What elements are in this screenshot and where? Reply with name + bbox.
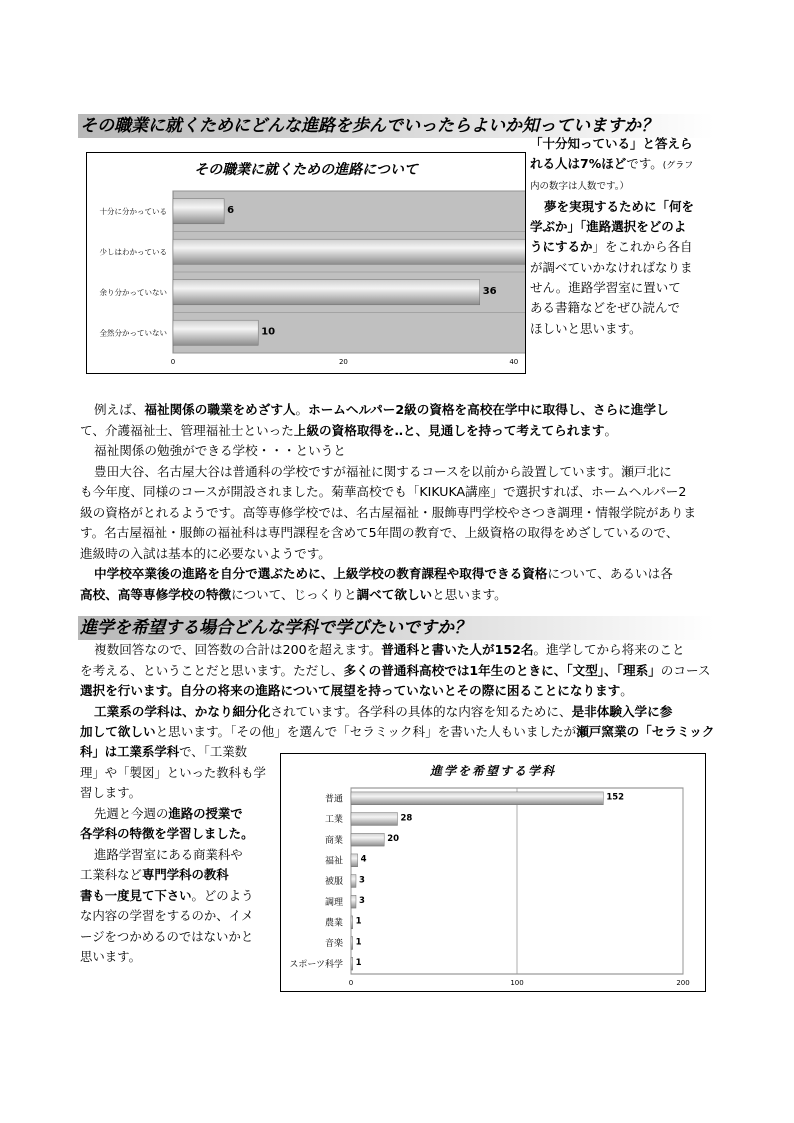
text-line: 進路学習室にある商業科や (94, 846, 243, 862)
text-line: す。名古屋福祉・服飾の福祉科は専門課程を含めて5年間の教育で、上級資格の取得をめざしているので、 (80, 525, 679, 540)
data-label: 28 (400, 813, 413, 824)
data-label: 3 (358, 895, 365, 906)
text-line: 工業科など専門学科の教科 (80, 867, 229, 882)
text-line: 書も一度見て下さい。どのよう (80, 887, 254, 903)
text-line: て、介護福祉士、管理福祉士といった上級の資格取得を‥と、見通しを持って考えてられます。 (80, 422, 618, 438)
category-label: 商業 (324, 835, 343, 846)
category-label: 十分に分かっている (99, 206, 167, 216)
bar (173, 239, 525, 264)
data-label: 1 (355, 957, 362, 968)
data-label: 4 (360, 854, 367, 865)
bar (351, 813, 397, 826)
data-label: 152 (606, 792, 625, 803)
text-line: 豊田大谷、名古屋大谷は普通科の学校ですが福祉に関するコースを以前から設置しています。瀬戸北に (94, 463, 672, 479)
category-label: 音楽 (324, 939, 343, 950)
side-line: 夢を実現するために「何を (544, 198, 695, 214)
chart-career-path (86, 152, 526, 374)
section-heading-2: 進学を希望する場合どんな学科で学びたいですか？ (78, 616, 714, 640)
bar (173, 199, 224, 224)
category-label: 農業 (324, 918, 343, 929)
side-line: 内の数字は人数です。） (530, 180, 629, 192)
bar (351, 937, 353, 950)
category-label: 工業 (324, 815, 343, 826)
tick-label: 20 (338, 358, 348, 366)
text-line: 思います。 (80, 949, 141, 964)
side-line: ある書籍などをぜひ読んで (530, 300, 681, 316)
text-line: 工業系の学科は、かなり細分化されています。各学科の具体的な内容を知るために、是非体験入学に参 (94, 703, 673, 719)
text-line: 複数回答なので、回答数の合計は200を超えます。普通科と書いた人が152名。進学してから将来のこと (94, 642, 685, 657)
bar (351, 895, 356, 908)
tick-label: 0 (170, 358, 176, 366)
side-line: ほしいと思います。 (530, 320, 642, 336)
chart-title: その職業に就くための進路について (194, 162, 418, 178)
category-label: 全然分かっていない (99, 328, 167, 338)
side-line: せん。進路学習室に置いて (530, 280, 681, 296)
category-label: 余り分かっていない (99, 287, 167, 297)
category-label: 少しはわかっている (99, 247, 167, 257)
text-line: 習します。 (80, 785, 141, 800)
left-column-text (80, 742, 272, 968)
bar (351, 957, 353, 970)
side-line: れる人は7%ほどです。(グラフ (530, 156, 694, 172)
side-line: が調べていかなければなりま (530, 259, 693, 275)
side-line: 「十分知っている」と答えら (530, 136, 693, 151)
data-label: 10 (261, 326, 276, 338)
category-label: 調理 (324, 897, 343, 908)
tick-label: 200 (676, 979, 690, 987)
bar (351, 833, 384, 846)
text-line: 中学校卒業後の進路を自分で選ぶために、上級学校の教育課程や取得できる資格について、あるいは各 (94, 566, 673, 581)
category-label: 普通 (324, 794, 343, 805)
bar (351, 875, 356, 888)
text-line: も今年度、同様のコースが開設されました。菊華高校でも「KIKUKA講座」で選択すれば、ホームヘルパー2 (80, 484, 687, 499)
data-label: 6 (227, 204, 235, 216)
paragraph-courses (80, 640, 720, 743)
text-line: 進級時の入試は基本的に必要ないようです。 (80, 545, 331, 561)
chart-career-path-svg (87, 153, 525, 373)
paragraph-welfare (80, 400, 720, 605)
tick-label: 100 (510, 979, 524, 987)
tick-label: 0 (348, 979, 354, 987)
data-label: 1 (355, 916, 362, 927)
bar (351, 792, 603, 805)
category-label: 被服 (324, 877, 343, 888)
bar (173, 320, 258, 345)
text-line: ージをつかめるのではないかと (80, 928, 254, 944)
category-label: 福祉 (324, 856, 343, 867)
text-line: を考える、ということだと思います。ただし、多くの普通科高校では1年生のときに、「文型」、「理系」のコース (80, 662, 711, 678)
side-text (530, 134, 720, 339)
tick-label: 40 (509, 358, 519, 366)
text-line: 例えば、福祉関係の職業をめざす人。ホームヘルパー2級の資格を高校在学中に取得し、さらに進学し (94, 402, 669, 417)
text-line: 理」や「製図」といった教科も学 (80, 764, 266, 780)
text-line: 級の資格がとれるようです。高等専修学校では、名古屋福祉・服飾専門学校やさつき調理・情報学院がありま (80, 504, 697, 520)
bar (351, 916, 353, 929)
text-line: 選択を行います。自分の将来の進路について展望を持っていないとその際に困ることになります。 (80, 683, 633, 698)
chart-desired-courses (280, 753, 706, 992)
chart-title: 進学を希望する学科 (429, 764, 556, 778)
data-label: 1 (355, 937, 362, 948)
text-line: 先週と今週の進路の授業で (94, 805, 243, 821)
text-line: な内容の学習をするのか、イメ (80, 908, 254, 923)
bar (351, 854, 358, 867)
chart-desired-courses-svg (281, 754, 705, 991)
bar (173, 280, 480, 305)
text-line: 福祉関係の勉強ができる学校・・・というと (94, 443, 346, 458)
side-line: 学ぶか」「進路選択をどのよ (530, 219, 687, 235)
data-label: 20 (387, 833, 400, 844)
side-line: うにするか」をこれから各自 (530, 239, 693, 255)
text-line: 高校、高等専修学校の特徴について、じっくりと調べて欲しいと思います。 (80, 586, 507, 602)
section-heading-1: その職業に就くためにどんな進路を歩んでいったらよいか知っていますか？ (78, 114, 714, 138)
category-label: スポーツ科学 (289, 959, 343, 970)
data-label: 3 (358, 875, 365, 886)
data-label: 36 (482, 285, 497, 297)
text-line: 加して欲しいと思います。「その他」を選んで「セラミック科」を書いた人もいましたが瀬戸窯業の「セラミック (80, 724, 715, 739)
text-line: 各学科の特徴を学習しました。 (80, 826, 254, 841)
text-line: 科」は工業系学科で、「工業数 (80, 744, 248, 759)
